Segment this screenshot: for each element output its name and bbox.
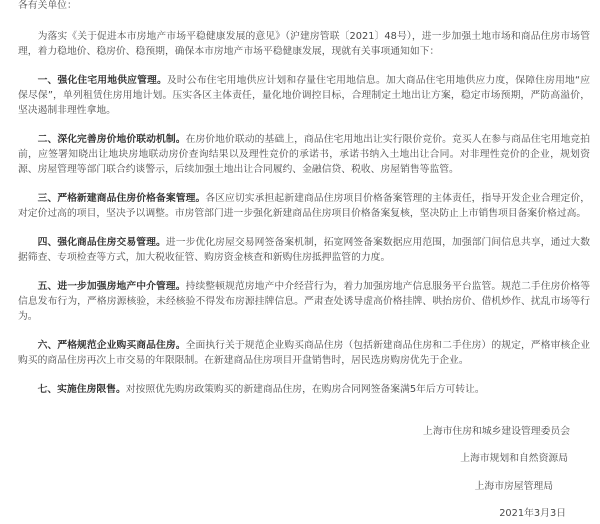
section-heading: 三、严格新建商品住房价格备案管理。: [37, 193, 206, 204]
document-body: [18, 0, 590, 397]
section-heading: 四、强化商品住房交易管理。: [37, 237, 166, 248]
section-6: [18, 338, 590, 368]
signatory-housing-bureau: 上海市房屋管理局: [474, 481, 553, 492]
document-date: 2021年3月3日: [499, 508, 566, 519]
section-body: 进一步优化房屋交易网签备案机制，拓宽网签备案数据应用范围，加强部门间信息共享，通过大数据筛查、专项检查等方式，加大税收征管、购房资金核查和新购住房抵押监管的力度。: [18, 237, 591, 263]
signatory-housing-commission: 上海市住房和城乡建设管理委员会: [423, 426, 570, 437]
section-heading: 二、深化完善房价地价联动机制。: [37, 134, 186, 145]
section-body: 各区应切实承担起新建商品住房项目价格备案管理的主体责任，指导开发企业合理定价，对定价过高的项目，坚决予以调整。市房管部门进一步强化新建商品住房项目价格备案复核，坚决防止上市销售项目备案价格过高。: [18, 193, 591, 219]
section-body: 全面执行关于规范企业购买商品住房（包括新建商品住房和二手住房）的规定，严格审核企业购买的商品住房再次上市交易的年限限制。在新建商品住房项目开盘销售时，居民选房购房优先于企业。: [18, 340, 590, 366]
section-5: [18, 279, 590, 324]
signatory-planning-bureau: 上海市规划和自然资源局: [460, 453, 568, 464]
section-2: [18, 132, 590, 177]
section-4: [18, 235, 590, 265]
section-heading: 六、严格规范企业购买商品住房。: [37, 340, 186, 351]
section-heading: 五、进一步加强房地产中介管理。: [37, 281, 186, 292]
section-7: [18, 382, 590, 397]
section-body: 在房价地价联动的基础上，商品住宅用地出让实行限价竞价。竞买人在参与商品住宅用地竞拍前，应签署知晓出让地块房地联动房价查询结果以及理性竞价的承诺书，承诺书纳入土地出让合同。对非理性竞价的企业，规划资源、房屋管理等部门联合约谈警示，后续加强土地出让合同履约、金融信贷、税收、房屋销售等监管。: [18, 134, 590, 175]
section-3: [18, 191, 590, 221]
intro-paragraph: 为落实《关于促进本市房地产市场平稳健康发展的意见》（沪建房管联〔2021〕48号），进一步加强土地市场和商品住房市场管理，着力稳地价、稳房价、稳预期，确保本市房地产市场平稳健康发展，现就有关事项通知如下：: [18, 31, 590, 57]
section-body: 持续整顿规范房地产中介经营行为，着力加强房地产信息服务平台监管。规范二手住房价格等信息发布行为，严格房源核验，未经核验不得发布房源挂牌信息。严肃查处诱导虚高价格挂牌、哄抬房价、借机炒作、扰乱市场等行为。: [18, 281, 590, 322]
section-heading: 一、强化住宅用地供应管理。: [37, 75, 167, 86]
section-heading: 七、实施住房限售。: [37, 384, 126, 395]
section-1: [18, 73, 590, 118]
section-body: 及时公布住宅用地供应计划和存量住宅用地信息。加大商品住宅用地供应力度，保障住房用地“应保尽保”，单列租赁住房用地计划。压实各区主体责任，量化地价调控目标，合理制定土地出让方案，稳定市场预期，严防高溢价，坚决遏制非理性拿地。: [18, 75, 591, 116]
section-body: 对按照优先购房政策购买的新建商品住房，在购房合同网签备案满5年后方可转让。: [125, 384, 485, 395]
salutation: 各有关单位：: [18, 0, 77, 11]
